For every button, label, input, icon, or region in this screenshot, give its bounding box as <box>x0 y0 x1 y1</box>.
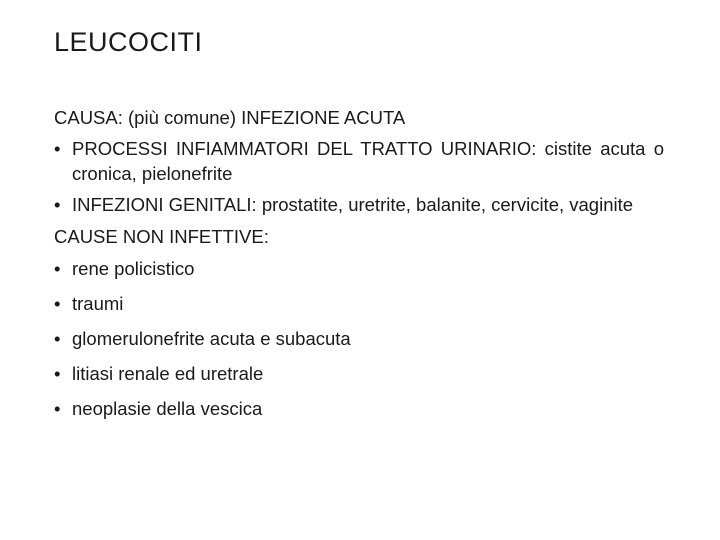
bullet-icon: • <box>54 194 61 215</box>
bullet-icon: • <box>54 328 61 349</box>
list-item-text: PROCESSI INFIAMMATORI DEL TRATTO URINARIO: cistite acuta o cronica, pielonefrite <box>72 138 664 184</box>
infectious-causes-list <box>54 136 664 217</box>
non-infectious-causes-list <box>54 251 664 426</box>
list-item-text: litiasi renale ed uretrale <box>72 363 264 384</box>
list-item-text: neoplasie della vescica <box>72 398 263 419</box>
list-item <box>54 286 664 321</box>
slide-title: LEUCOCITI <box>54 27 203 57</box>
bullet-icon: • <box>54 138 61 159</box>
list-item <box>54 391 664 426</box>
list-item <box>54 136 664 186</box>
list-item <box>54 192 664 217</box>
bullet-icon: • <box>54 398 61 419</box>
slide-body <box>54 104 664 426</box>
list-item <box>54 321 664 356</box>
bullet-icon: • <box>54 258 61 279</box>
section-heading-non-infectious: CAUSE NON INFETTIVE: <box>54 226 269 247</box>
list-item-text: INFEZIONI GENITALI: prostatite, uretrite, balanite, cervicite, vaginite <box>72 194 634 215</box>
list-item-text: traumi <box>72 293 124 314</box>
list-item-text: rene policistico <box>72 258 195 279</box>
bullet-icon: • <box>54 293 61 314</box>
bullet-icon: • <box>54 363 61 384</box>
list-item <box>54 356 664 391</box>
list-item-text: glomerulonefrite acuta e subacuta <box>72 328 351 349</box>
list-item <box>54 251 664 286</box>
section-heading-infectious: CAUSA: (più comune) INFEZIONE ACUTA <box>54 107 406 128</box>
